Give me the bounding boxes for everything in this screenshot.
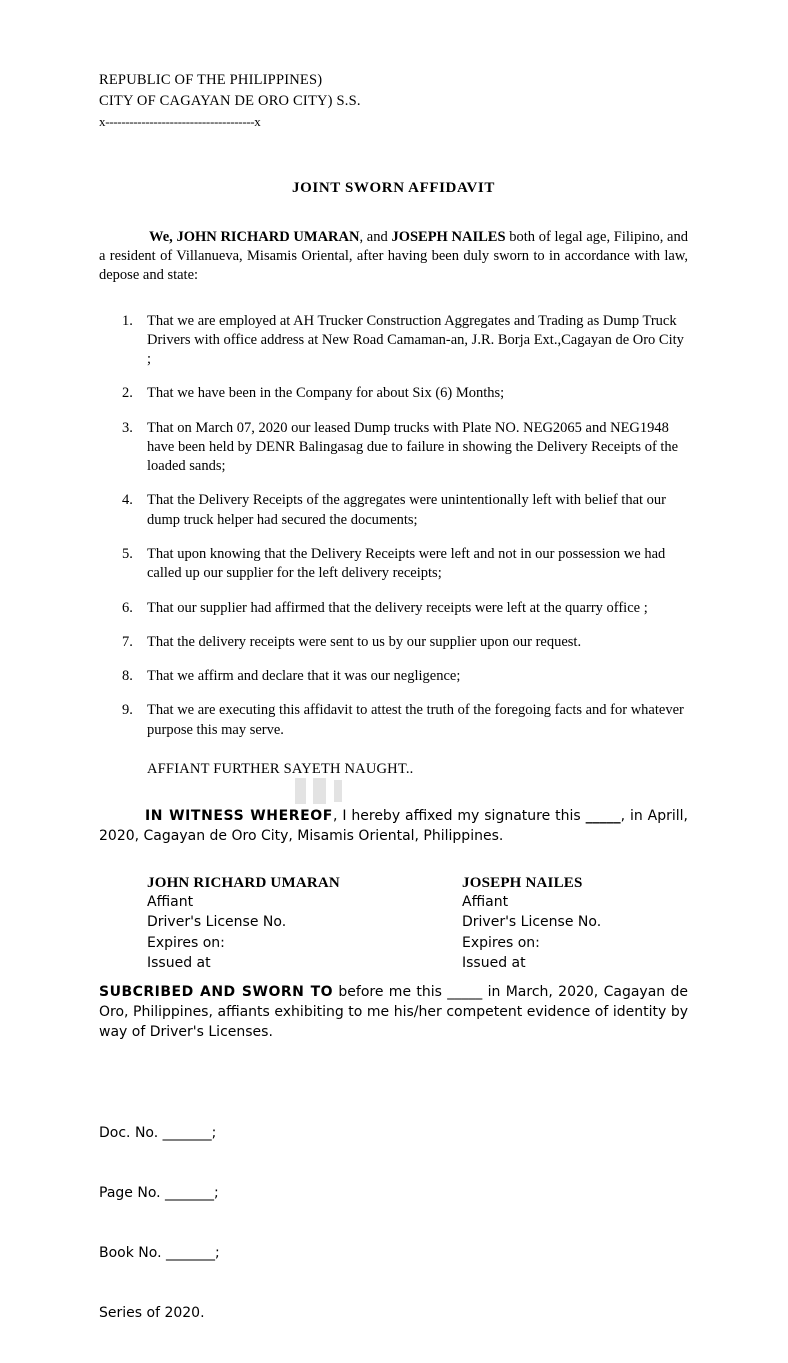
list-item-text: That upon knowing that the Delivery Receipts were left and not in our possession we had called up our supplier for the left delivery receipts; <box>147 546 666 582</box>
signature-column-affiant-one <box>147 875 340 973</box>
statement-list <box>99 312 688 741</box>
intro-lead: We, <box>149 228 173 245</box>
sayeth-naught-line: AFFIANT FURTHER SAYETH NAUGHT.. <box>147 761 414 777</box>
list-item-text: That the Delivery Receipts of the aggregates were unintentionally left with belief that our dump truck helper had secured the documents; <box>147 492 666 528</box>
witness-bold-lead: IN WITNESS WHEREOF <box>145 808 333 825</box>
list-item <box>99 384 688 403</box>
list-item <box>99 419 688 477</box>
signature-issued-label: Issued at <box>147 954 211 971</box>
signature-expires-label: Expires on: <box>147 934 225 951</box>
signature-license-label: Driver's License No. <box>462 914 602 931</box>
notarial-date-blank: _____ <box>447 984 483 1001</box>
notarial-mid-text: before me this <box>333 984 448 1001</box>
list-item-text: That we are executing this affidavit to attest the truth of the foregoing facts and for whatever purpose this may serve. <box>147 702 684 738</box>
signature-block <box>99 875 688 971</box>
notarial-paragraph <box>99 983 688 1043</box>
list-item <box>99 312 688 370</box>
witness-mid-text: , I hereby affixed my signature this <box>332 808 586 825</box>
list-item-text: That our supplier had affirmed that the delivery receipts were left at the quarry office ; <box>147 599 648 616</box>
signature-license-label: Driver's License No. <box>147 914 287 931</box>
list-item-text: That we have been in the Company for about Six (6) Months; <box>147 385 505 402</box>
witness-date-blank: _____ <box>585 808 621 825</box>
list-item-number: 7. <box>122 633 133 650</box>
signature-column-affiant-two <box>462 875 601 973</box>
document-title: JOINT SWORN AFFIDAVIT <box>292 179 495 196</box>
list-item-number: 2. <box>122 385 133 402</box>
list-item-number: 6. <box>122 599 133 616</box>
document-body <box>99 70 688 1363</box>
notarial-registry-block <box>99 1083 688 1363</box>
list-item-number: 9. <box>122 702 133 719</box>
intro-rest: both of legal age, Filipino, and a resident of Villanueva, Misamis Oriental, after having been duly sworn to in accordance with law, depose and state: <box>99 228 688 284</box>
list-item-text: That we are employed at AH Trucker Construction Aggregates and Trading as Dump Truck Drivers with office address at New Road Camaman-an, J.R. Borja Ext.,Cagayan de Oro City ; <box>147 312 684 368</box>
notarial-tail-text: in March, 2020, Cagayan de Oro, Philippines, affiants exhibiting to me his/her competent evidence of identity by way of Driver's Licenses. <box>99 984 688 1040</box>
list-item <box>99 633 688 652</box>
venue-line-city: CITY OF CAGAYAN DE ORO CITY) S.S. <box>99 92 361 109</box>
list-item <box>99 491 688 530</box>
witness-paragraph <box>99 807 688 847</box>
intro-conjunction: , and <box>359 228 392 245</box>
list-item <box>99 599 688 618</box>
signature-name: JOHN RICHARD UMARAN <box>147 875 340 892</box>
list-item-number: 4. <box>122 492 133 509</box>
signature-issued-label: Issued at <box>462 954 526 971</box>
list-item <box>99 701 688 740</box>
doc-number-line: Doc. No. _______; <box>99 1124 217 1141</box>
list-item-number: 3. <box>122 419 133 436</box>
list-item-text: That the delivery receipts were sent to us by our supplier upon our request. <box>147 633 582 650</box>
list-item <box>99 667 688 686</box>
affiant-one-name: JOHN RICHARD UMARAN <box>176 228 360 245</box>
signature-expires-label: Expires on: <box>462 934 540 951</box>
list-item-number: 5. <box>122 546 133 563</box>
witness-tail-text: , in Aprill, 2020, Cagayan de Oro City, Misamis Oriental, Philippines. <box>99 808 689 845</box>
list-item-number: 1. <box>122 312 133 329</box>
venue-separator: x-------------------------------------x <box>99 114 261 130</box>
notarial-bold-lead: SUBCRIBED AND SWORN TO <box>99 984 334 1001</box>
book-number-line: Book No. _______; <box>99 1244 220 1261</box>
signature-role: Affiant <box>147 894 194 911</box>
page-number-line: Page No. _______; <box>99 1184 219 1201</box>
affiant-two-name: JOSEPH NAILES <box>391 228 506 245</box>
list-item-text: That we affirm and declare that it was our negligence; <box>147 668 461 685</box>
list-item-number: 8. <box>122 668 133 685</box>
series-line: Series of 2020. <box>99 1304 205 1321</box>
list-item <box>99 545 688 584</box>
signature-name: JOSEPH NAILES <box>462 875 583 892</box>
intro-paragraph <box>99 228 688 286</box>
list-item-text: That on March 07, 2020 our leased Dump trucks with Plate NO. NEG2065 and NEG1948 have been held by DENR Balingasag due to failure in showing the Delivery Receipts of the loaded sands; <box>147 419 679 475</box>
venue-header <box>99 70 688 132</box>
venue-line-country: REPUBLIC OF THE PHILIPPINES) <box>99 72 323 88</box>
signature-role: Affiant <box>462 894 509 911</box>
